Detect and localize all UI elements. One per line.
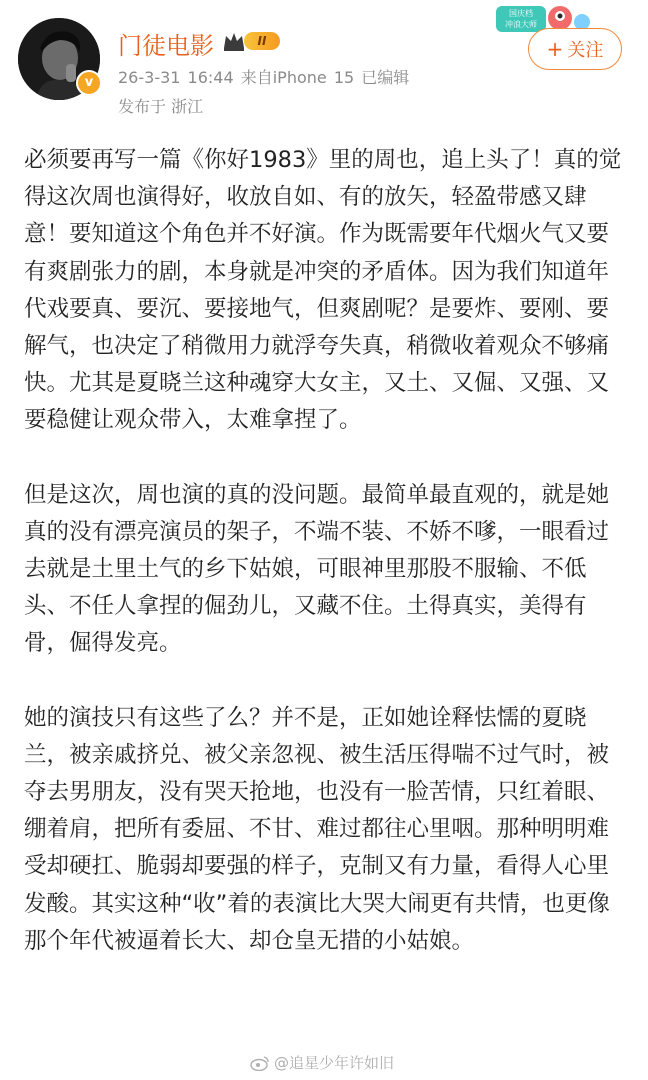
crown-icon bbox=[222, 30, 246, 52]
plus-icon: + bbox=[546, 37, 564, 61]
svg-text:国庆档: 国庆档 bbox=[509, 9, 533, 18]
watermark bbox=[250, 1052, 394, 1073]
post-paragraph: 但是这次，周也演的真的没问题。最简单最直观的，就是她真的没有漂亮演员的架子，不端不装、不娇不嗲，一眼看过去就是土里土气的乡下姑娘，可眼神里那股不服输、不低头、不任人拿捏的倔劲儿，又藏不住。土得真实，美得有骨，倔得发亮。 bbox=[24, 481, 610, 657]
follow-label: 关注 bbox=[567, 40, 604, 61]
follow-button[interactable] bbox=[528, 28, 622, 70]
weibo-logo-icon bbox=[250, 1055, 270, 1071]
verified-badge-icon: v bbox=[76, 70, 102, 96]
post-body bbox=[24, 142, 628, 960]
post-paragraph: 她的演技只有这些了么？并不是，正如她诠释怯懦的夏晓兰，被亲戚挤兑、被父亲忽视、被生活压得喘不过气时，被夺去男朋友，没有哭天抢地，也没有一脸苦情，只红着眼、绷着肩，把所有委屈、不甘、难过都往心里咽。那种明明难受却硬扛、脆弱却要强的样子，克制又有力量，看得人心里发酸。其实这种“收”着的表演比大哭大闹更有共情，也更像那个年代被逼着长大、却仓皇无措的小姑娘。 bbox=[24, 704, 610, 954]
post-meta: 26-3-31 16:44 来自iPhone 15 已编辑 bbox=[118, 68, 410, 87]
level-label: II bbox=[244, 32, 280, 50]
level-badge bbox=[222, 30, 282, 52]
account-name[interactable]: 门徒电影 bbox=[118, 32, 214, 60]
post-location: 发布于 浙江 bbox=[118, 97, 204, 116]
post-paragraph: 必须要再写一篇《你好1983》里的周也，追上头了！真的觉得这次周也演得好，收放自如、有的放矢，轻盈带感又肆意！要知道这个角色并不好演。作为既需要年代烟火气又要有爽剧张力的剧，本身就是冲突的矛盾体。因为我们知道年代戏要真、要沉、要接地气，但爽剧呢？是要炸、要刚、要解气，也决定了稍微用力就浮夸失真，稍微收着观众不够痛快。尤其是夏晓兰这种魂穿大女主，又土、又倔、又强、又要稳健让观众带入，太难拿捏了。 bbox=[24, 147, 622, 434]
watermark-text: @追星少年许如旧 bbox=[274, 1054, 395, 1072]
svg-text:冲浪大师: 冲浪大师 bbox=[505, 20, 537, 29]
